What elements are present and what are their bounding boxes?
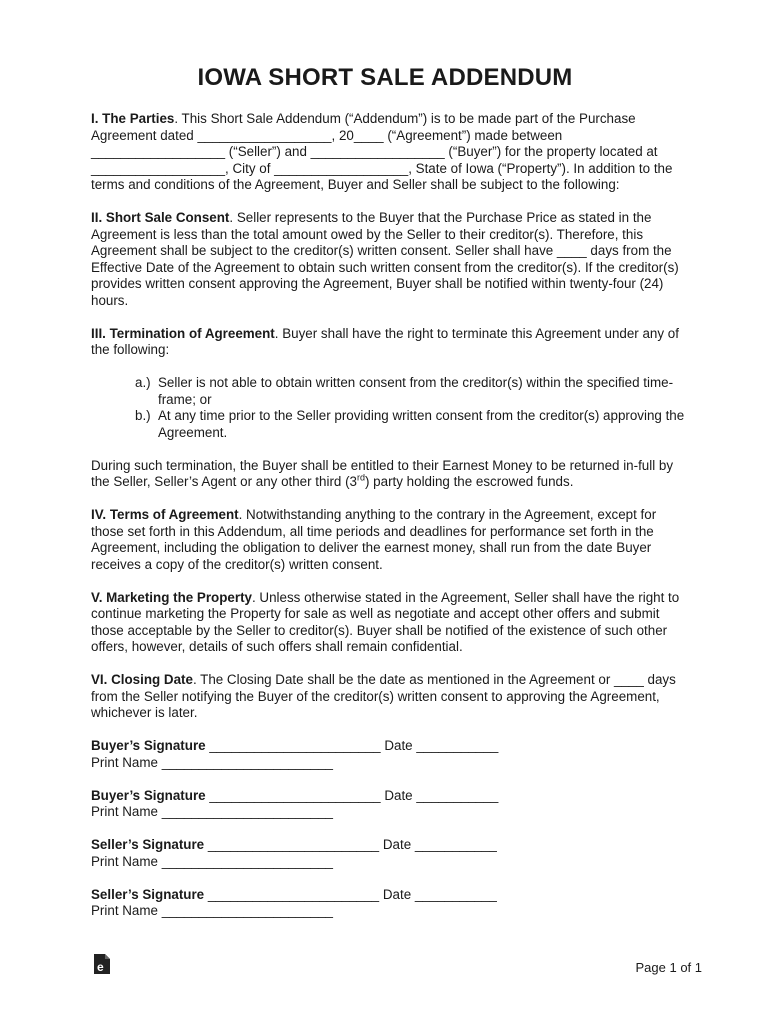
signature-label: Buyer’s Signature: [91, 738, 206, 753]
signature-label: Seller’s Signature: [91, 837, 205, 852]
svg-text:e: e: [97, 960, 104, 974]
section-heading: III. Termination of Agreement: [91, 325, 275, 341]
signature-label: Seller’s Signature: [91, 886, 205, 902]
signature-label: Buyer’s Signature: [91, 787, 206, 803]
list-marker: a.): [135, 375, 151, 390]
signature-block-seller-1: [91, 837, 691, 870]
section-text: . The Closing Date shall be the date as mentioned in the Agreement or ____ days from the Seller notifying the Buyer of the creditor(s) written consent to approving the Agreement, whichever is later.: [91, 672, 676, 720]
paragraph-text: During such termination, the Buyer shall be entitled to their Earnest Money to be returned in-full by the Seller, Seller’s Agent or any other third (3: [91, 457, 674, 489]
section-text: . This Short Sale Addendum (“Addendum”) is to be made part of the Purchase Agreement dated __________________, 20____ (“Agreement”) made between __________________ (“Seller”) and __________________ (“Buyer”) for the property located at __________________, City of __________________, State of Iowa (“Property”). In addition to the terms and conditions of the Agreement, Buyer and Seller shall be subject to the following:: [91, 111, 673, 192]
signature-line[interactable]: _______________________ Date ___________: [204, 886, 497, 902]
section-text: . Notwithstanding anything to the contrary in the Agreement, except for those set forth in this Addendum, all time periods and deadlines for performance set forth in the Agreement, including the obligation to deliver the earnest money, shall run from the date Buyer receives a copy of the creditor(s) written consent.: [91, 507, 657, 572]
section-terms: [91, 507, 691, 573]
signature-line[interactable]: _______________________ Date ___________: [205, 787, 499, 803]
termination-list: [91, 375, 691, 441]
page-number: Page 1 of 1: [635, 960, 702, 975]
signature-block-buyer-1: [91, 738, 691, 771]
section-termination: [91, 326, 691, 359]
section-text: . Unless otherwise stated in the Agreement, Seller shall have the right to continue marketing the Property for sale as well as negotiate and accept other offers and submit those acceptable by the Seller to creditor(s). Buyer shall be notified of the existence of such other offers, however, details of such offers shall remain confidential.: [91, 589, 680, 654]
section-heading: I. The Parties: [91, 111, 175, 126]
print-name-line[interactable]: Print Name _______________________: [91, 754, 333, 770]
section-short-sale-consent: [91, 210, 691, 309]
section-text: . Buyer shall have the right to terminate this Agreement under any of the following:: [91, 325, 679, 357]
list-item: [91, 375, 691, 408]
list-item: [91, 408, 691, 441]
signature-block-seller-2: [91, 887, 691, 920]
section-text: . Seller represents to the Buyer that the Purchase Price as stated in the Agreement is less than the total amount owed by the Seller to their creditor(s). Therefore, this Agreement shall be subject to the creditor(s) written consent. Seller shall have ____ days from the Effective Date of the Agreement to obtain such written consent from the creditor(s). If the creditor(s) provides written consent approving the Agreement, Buyer shall be notified within twenty-four (24) hours.: [91, 210, 679, 308]
section-heading: V. Marketing the Property: [91, 589, 252, 605]
superscript-ordinal: rd: [356, 472, 365, 483]
print-name-line[interactable]: Print Name _______________________: [91, 903, 333, 918]
list-marker: b.): [135, 408, 151, 423]
list-item-text: At any time prior to the Seller providing written consent from the creditor(s) approving the Agreement.: [158, 408, 685, 440]
section-heading: IV. Terms of Agreement: [91, 507, 239, 522]
signature-line[interactable]: _______________________ Date ___________: [204, 837, 497, 852]
document-body: [91, 111, 691, 936]
document-title: IOWA SHORT SALE ADDENDUM: [197, 64, 573, 91]
section-marketing: [91, 590, 691, 656]
eforms-logo-icon: [93, 953, 111, 980]
signature-line[interactable]: _______________________ Date ___________: [205, 738, 499, 753]
print-name-line[interactable]: Print Name _______________________: [91, 853, 333, 869]
paragraph-text: ) party holding the escrowed funds.: [365, 474, 574, 489]
section-heading: VI. Closing Date: [91, 672, 193, 687]
section-parties: [91, 111, 691, 194]
list-item-text: Seller is not able to obtain written consent from the creditor(s) within the specified time-frame; or: [158, 375, 674, 407]
section-closing-date: [91, 672, 691, 722]
print-name-line[interactable]: Print Name _______________________: [91, 804, 333, 819]
signature-block-buyer-2: [91, 788, 691, 821]
section-heading: II. Short Sale Consent: [91, 210, 230, 225]
termination-earnest-money: [91, 458, 691, 491]
